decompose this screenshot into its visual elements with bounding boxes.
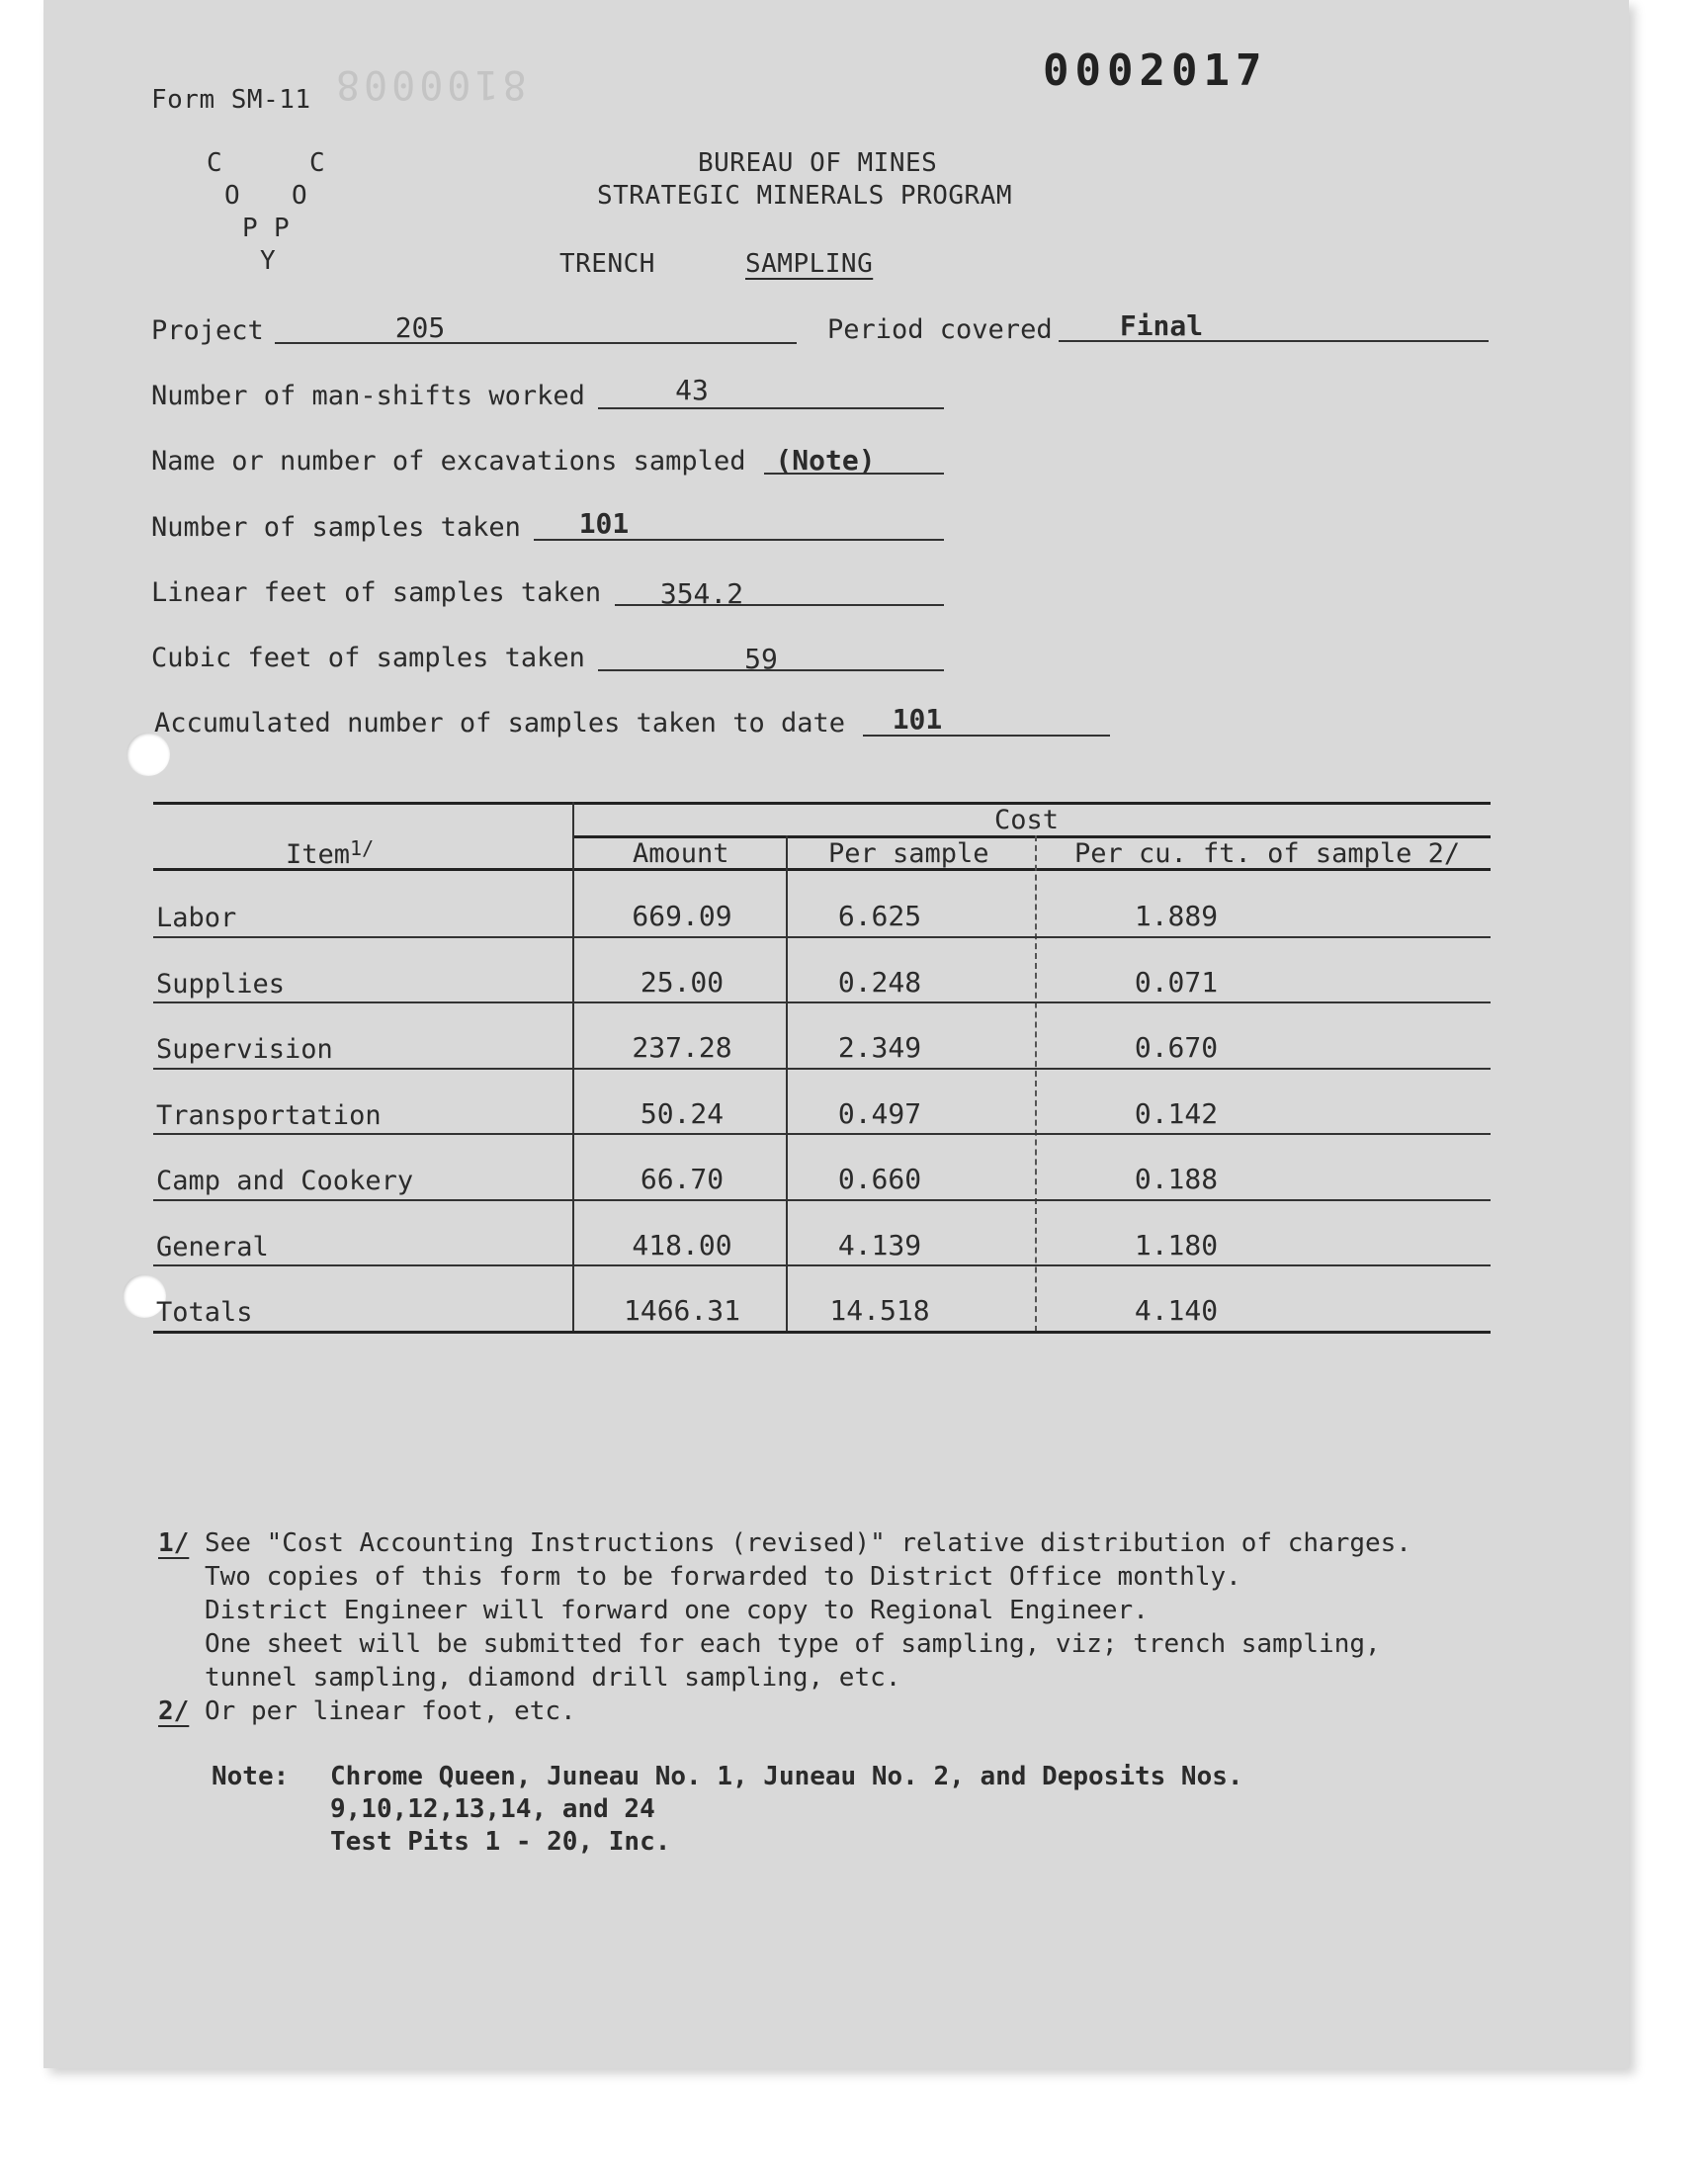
- row-per-sample: 0.248: [837, 965, 922, 999]
- per-cu-header: Per cu. ft. of sample 2/: [1074, 838, 1461, 869]
- period-label: Period covered: [827, 314, 1053, 345]
- row-amount: 1466.31: [623, 1294, 740, 1327]
- table-top-rule: [153, 802, 1491, 805]
- man-shifts-label: Number of man-shifts worked: [151, 381, 585, 411]
- accum-label: Accumulated number of samples taken to date: [154, 708, 845, 739]
- row-amount: 66.70: [640, 1163, 725, 1195]
- note-line: Test Pits 1 - 20, Inc.: [330, 1827, 671, 1857]
- row-per-cu: 0.071: [1134, 965, 1219, 999]
- cost-header: Cost: [994, 805, 1060, 835]
- row-item-label: Transportation: [156, 1099, 382, 1131]
- row-per-sample: 4.139: [837, 1228, 922, 1262]
- table-divider: [1035, 835, 1037, 1332]
- footnote-2-text: Or per linear foot, etc.: [205, 1696, 576, 1726]
- linear-value: 354.2: [659, 577, 744, 610]
- copy-letter: O: [224, 181, 240, 211]
- copy-letter: P: [274, 214, 290, 243]
- item-footnote-mark: 1/: [350, 836, 375, 860]
- cubic-value: 59: [744, 643, 778, 675]
- footnote-1-line: See "Cost Accounting Instructions (revised)" relative distribution of charges.: [205, 1528, 1411, 1558]
- row-item-label: Labor: [156, 903, 237, 933]
- row-amount: 50.24: [640, 1096, 725, 1130]
- item-header: [286, 836, 374, 870]
- project-label: Project: [151, 315, 264, 346]
- period-value: Final: [1119, 309, 1204, 342]
- row-per-sample: 14.518: [829, 1294, 930, 1327]
- footnote-1-line: Two copies of this form to be forwarded to District Office monthly.: [205, 1562, 1241, 1592]
- copy-letter: O: [292, 181, 307, 211]
- cubic-label: Cubic feet of samples taken: [151, 643, 585, 673]
- row-per-cu: 4.140: [1134, 1294, 1219, 1327]
- samples-value: 101: [578, 507, 630, 540]
- punch-hole: [127, 733, 170, 776]
- row-per-sample: 6.625: [837, 900, 922, 932]
- row-per-cu: 1.180: [1134, 1228, 1219, 1262]
- excavations-value: (Note): [775, 444, 876, 477]
- row-per-cu: 0.188: [1134, 1163, 1219, 1195]
- footnote-1-line: One sheet will be submitted for each type of sampling, viz; trench sampling,: [205, 1629, 1381, 1659]
- row-per-cu: 1.889: [1134, 900, 1219, 932]
- agency-title: BUREAU OF MINES: [698, 148, 938, 178]
- table-divider: [786, 835, 788, 1332]
- footnote-2-mark: 2/: [158, 1696, 190, 1726]
- copy-letter: C: [207, 148, 222, 178]
- form-id: Form SM-11: [151, 85, 311, 115]
- amount-header: Amount: [633, 838, 729, 869]
- samples-label: Number of samples taken: [151, 512, 521, 543]
- accum-value: 101: [892, 703, 943, 736]
- row-per-cu: 0.670: [1134, 1031, 1219, 1064]
- note-line: Chrome Queen, Juneau No. 1, Juneau No. 2, and Deposits Nos.: [330, 1762, 1243, 1791]
- row-amount: 237.28: [632, 1031, 732, 1064]
- man-shifts-value: 43: [675, 374, 709, 406]
- footnote-1-line: District Engineer will forward one copy to Regional Engineer.: [205, 1596, 1149, 1625]
- note-line: 9,10,12,13,14, and 24: [330, 1794, 655, 1824]
- copy-letter: P: [242, 214, 258, 243]
- row-amount: 25.00: [640, 965, 725, 999]
- serial-number: 0002017: [1043, 45, 1268, 96]
- table-row-rule: [153, 1001, 1491, 1003]
- row-item-label: General: [156, 1231, 269, 1262]
- note-label: Note:: [212, 1762, 290, 1791]
- sampling-word: SAMPLING: [745, 249, 874, 279]
- table-row-rule: [153, 1068, 1491, 1070]
- row-item-label: Totals: [156, 1297, 253, 1328]
- table-row-rule: [153, 1264, 1491, 1266]
- item-header-text: Item: [286, 839, 351, 870]
- project-line: [275, 342, 797, 344]
- table-row-rule: [153, 1199, 1491, 1201]
- row-item-label: Camp and Cookery: [156, 1166, 414, 1196]
- excavations-label: Name or number of excavations sampled: [151, 446, 746, 477]
- ghost-stamp: 8100008: [332, 61, 527, 107]
- table-row-rule: [153, 1133, 1491, 1135]
- row-per-sample: 0.660: [837, 1163, 922, 1195]
- linear-label: Linear feet of samples taken: [151, 577, 602, 608]
- row-per-sample: 2.349: [837, 1031, 922, 1064]
- row-amount: 418.00: [632, 1228, 732, 1262]
- row-amount: 669.09: [632, 900, 732, 932]
- table-row-rule: [153, 1331, 1491, 1334]
- per-sample-header: Per sample: [828, 838, 989, 869]
- row-item-label: Supplies: [156, 968, 286, 1000]
- row-per-sample: 0.497: [837, 1096, 922, 1130]
- copy-letter: Y: [260, 246, 276, 276]
- project-value: 205: [394, 311, 446, 344]
- table-row-rule: [153, 936, 1491, 938]
- footnote-1-mark: 1/: [158, 1528, 190, 1558]
- sampling-type: TRENCH: [559, 249, 655, 279]
- row-per-cu: 0.142: [1134, 1096, 1219, 1130]
- row-item-label: Supervision: [156, 1034, 333, 1065]
- copy-letter: C: [309, 148, 325, 178]
- program-title: STRATEGIC MINERALS PROGRAM: [597, 181, 1012, 211]
- footnote-1-line: tunnel sampling, diamond drill sampling, etc.: [205, 1663, 901, 1693]
- man-shifts-line: [598, 407, 944, 409]
